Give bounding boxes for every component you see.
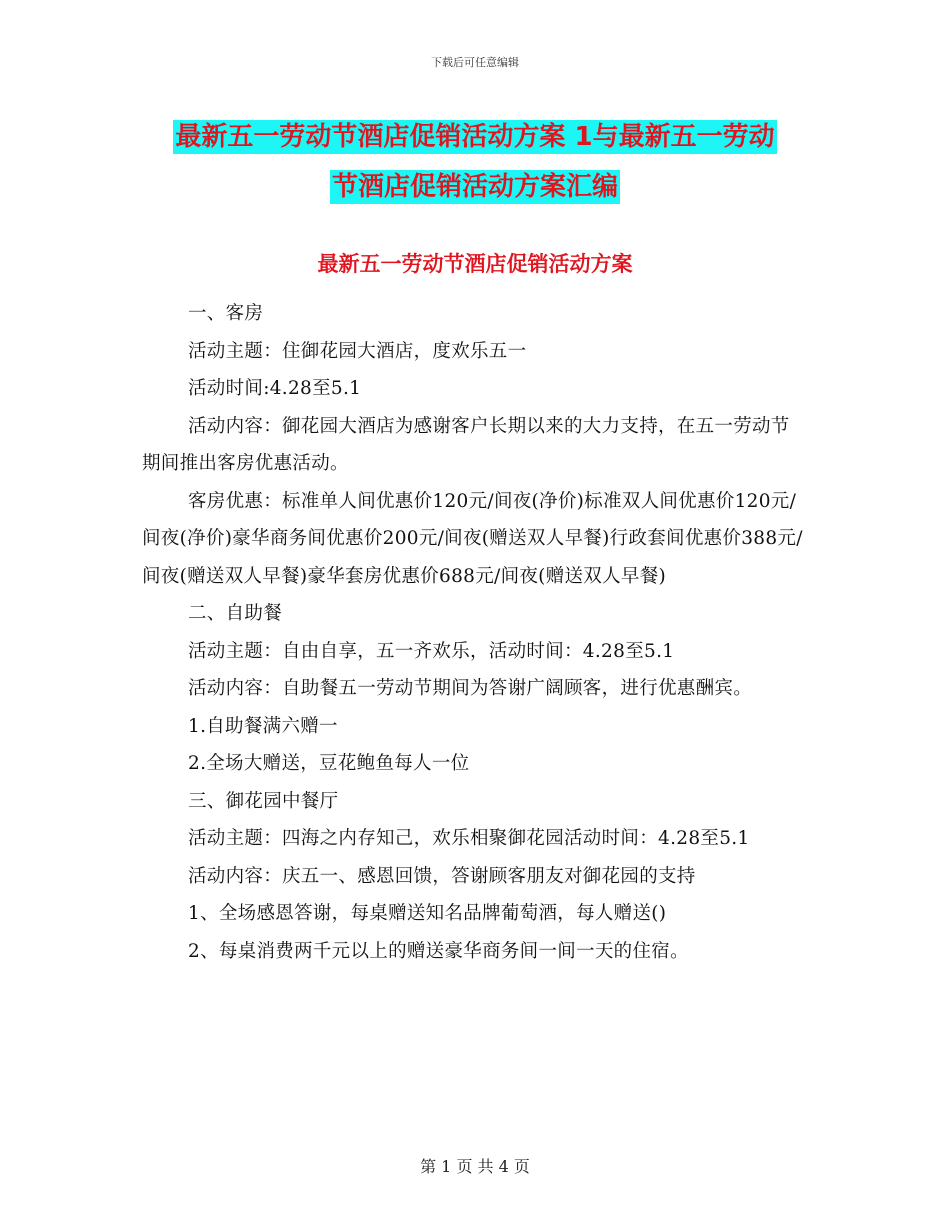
paragraph: 活动内容：自助餐五一劳动节期间为答谢广阔顾客，进行优惠酬宾。 — [188, 678, 753, 699]
list-item: 2.全场大赠送，豆花鲍鱼每人一位 — [188, 753, 470, 774]
heading-buffet: 二、自助餐 — [188, 603, 283, 624]
heading-guest-rooms: 一、客房 — [188, 303, 264, 324]
paragraph: 活动时间:4.28至5.1 — [188, 378, 362, 399]
document-body — [142, 295, 807, 970]
title-line-1: 最新五一劳动节酒店促销活动方案 1与最新五一劳动 — [175, 122, 775, 152]
paragraph: 客房优惠：标准单人间优惠价120元/间夜(净价)标准双人间优惠价120元/间夜(净价)豪华商务间优惠价200元/间夜(赠送双人早餐)行政套间优惠价388元/间夜(赠送双人早餐)豪华套房优惠价688元/间夜(赠送双人早餐) — [142, 490, 803, 587]
paragraph: 活动主题：住御花园大酒店，度欢乐五一 — [188, 340, 527, 362]
list-item: 1.自助餐满六赠一 — [188, 715, 338, 737]
title-line-2: 节酒店促销活动方案汇编 — [331, 172, 618, 202]
heading-chinese-restaurant: 三、御花园中餐厅 — [188, 790, 339, 812]
document-title — [0, 112, 950, 212]
paragraph: 活动内容：庆五一、感恩回馈，答谢顾客朋友对御花园的支持 — [188, 865, 696, 887]
paragraph: 活动主题：自由自享，五一齐欢乐，活动时间：4.28至5.1 — [188, 640, 675, 662]
paragraph: 活动内容：御花园大酒店为感谢客户长期以来的大力支持，在五一劳动节期间推出客房优惠活动。 — [142, 415, 790, 474]
section-title: 最新五一劳动节酒店促销活动方案 — [317, 252, 633, 276]
page-footer: 第 1 页 共 4 页 — [420, 1157, 530, 1176]
header-note: 下载后可任意编辑 — [431, 56, 519, 69]
list-item: 1、全场感恩答谢，每桌赠送知名品牌葡萄酒，每人赠送() — [188, 903, 667, 924]
paragraph: 活动主题：四海之内存知己，欢乐相聚御花园活动时间：4.28至5.1 — [188, 828, 750, 849]
list-item: 2、每桌消费两千元以上的赠送豪华商务间一间一天的住宿。 — [188, 940, 689, 962]
